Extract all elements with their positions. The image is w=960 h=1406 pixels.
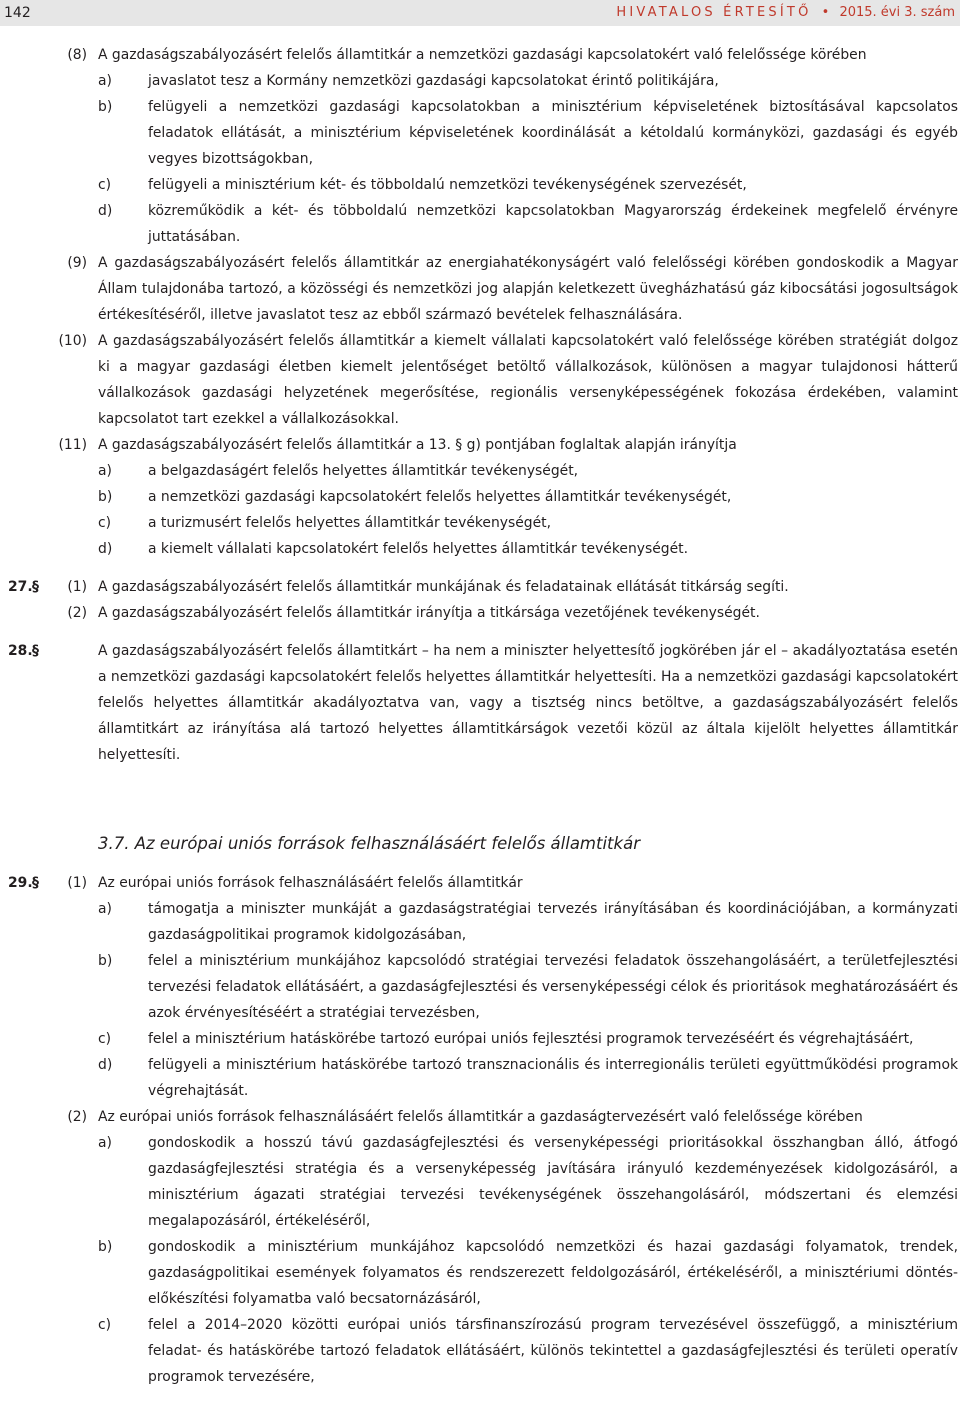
item-text: gondoskodik a hosszú távú gazdaságfejlesztési és versenyképességi prioritásokkal összhangban álló, átfogó gazdaságfejlesztési stratégia és a versenyképesség javítására irányuló kezdeményezések kidolgozásáról, a minisztérium ágazati stratégiai tervezési tevékenységének összehangolásáról, módszertani és elemzési megalapozásáról, értékeléséről,	[148, 1135, 958, 1229]
page-header	[0, 0, 960, 26]
item-text: felügyeli a nemzetközi gazdasági kapcsolatokban a minisztérium képviseletének biztosításával kapcsolatos feladatok ellátását, a minisztérium képviseletének koordinálását a kétoldalú kormányközi, gazdasági és egyéb vegyes bizottságokban,	[148, 99, 958, 167]
paragraph-text: A gazdaságszabályozásért felelős államtitkár a kiemelt vállalati kapcsolatokért való felelőssége körében stratégiát dolgoz ki a magyar gazdasági életben kiemelt jelentőséget betöltő vállalkozások, különösen a magyar tulajdonosi hátterű vállalkozások gazdasági helyzetének megerősítése, regionális versenyképességének fokozása érdekében, valamint kapcsolatot tart ezekkel a vállalkozásokkal.	[98, 333, 958, 427]
paragraph-number: (1)	[67, 579, 87, 595]
paragraph	[0, 432, 960, 458]
item-letter: d)	[98, 1057, 113, 1073]
item-text: felügyeli a minisztérium hatáskörébe tartozó transznacionális és interregionális területi együttműködési programok végrehajtását.	[148, 1057, 958, 1099]
section-sign: §	[32, 643, 39, 659]
item-letter: a)	[98, 463, 112, 479]
item-text: gondoskodik a minisztérium munkájához kapcsolódó nemzetközi és hazai gazdasági folyamatok, trendek, gazdaságpolitikai események folyamatos és rendszerezett feldolgozásáról, értékeléséről, a minisztériumi döntés-előkészítési folyamatba való becsatornázásáról,	[148, 1239, 958, 1307]
paragraph-number: (1)	[67, 875, 87, 891]
paragraph-text: Az európai uniós források felhasználásáért felelős államtitkár	[98, 875, 523, 891]
paragraph-number: (10)	[58, 333, 87, 349]
issue-number: 2015. évi 3. szám	[839, 5, 955, 20]
paragraph	[0, 1104, 960, 1130]
list-item	[0, 458, 960, 484]
list-item	[0, 172, 960, 198]
paragraph-text: Az európai uniós források felhasználásáért felelős államtitkár a gazdaságtervezésért való felelőssége körében	[98, 1109, 863, 1125]
list-item	[0, 510, 960, 536]
item-letter: c)	[98, 177, 112, 193]
item-text: felügyeli a minisztérium két- és többoldalú nemzetközi tevékenységének szervezését,	[148, 177, 747, 193]
section-heading: 3.7. Az európai uniós források felhasználásáért felelős államtitkár	[98, 834, 640, 853]
list-item	[0, 484, 960, 510]
paragraph	[0, 250, 960, 328]
item-letter: b)	[98, 99, 113, 115]
item-letter: d)	[98, 203, 113, 219]
item-letter: a)	[98, 73, 112, 89]
list-item	[0, 1026, 960, 1052]
item-letter: a)	[98, 901, 112, 917]
item-letter: b)	[98, 1239, 113, 1255]
list-item	[0, 68, 960, 94]
list-item	[0, 536, 960, 562]
item-text: támogatja a miniszter munkáját a gazdaságstratégiai tervezés irányításában és koordinációjában, a kormányzati gazdaságpolitikai programok kidolgozásában,	[148, 901, 958, 943]
paragraph	[0, 42, 960, 68]
list-item	[0, 948, 960, 1026]
paragraph-number: (9)	[67, 255, 87, 271]
page-number: 142	[4, 5, 31, 21]
spacer	[0, 768, 960, 830]
item-letter: b)	[98, 953, 113, 969]
paragraph-text: A gazdaságszabályozásért felelős államtitkár irányítja a titkársága vezetőjének tevékenységét.	[98, 605, 760, 621]
item-text: javaslatot tesz a Kormány nemzetközi gazdasági kapcsolatokat érintő politikájára,	[148, 73, 719, 89]
paragraph	[0, 600, 960, 626]
list-item	[0, 896, 960, 948]
section-number: 28.	[8, 643, 33, 659]
header-bullet: •	[821, 5, 830, 20]
section-paragraph	[0, 574, 960, 600]
paragraph-text: A gazdaságszabályozásért felelős államtitkárt – ha nem a miniszter helyettesítő jogkörében jár el – akadályoztatása esetén a nemzetközi gazdasági kapcsolatokért felelős helyettes államtitkár helyettesíti. Ha a nemzetközi gazdasági kapcsolatokért felelős helyettes államtitkár akadályoztatva van, vagy a tisztség nincs betöltve, a gazdaságszabályozásért felelős államtitkárt az irányítása alá tartozó helyettes államtitkárságok vezetői közül az általa kijelölt helyettes államtitkár helyettesíti.	[98, 643, 958, 763]
section-sign: §	[32, 875, 39, 891]
paragraph	[0, 328, 960, 432]
spacer	[0, 858, 960, 870]
section-paragraph	[0, 870, 960, 896]
item-text: felel a minisztérium hatáskörébe tartozó európai uniós fejlesztési programok tervezéséért és végrehajtásáért,	[148, 1031, 914, 1047]
list-item	[0, 198, 960, 250]
spacer	[0, 626, 960, 638]
journal-header	[616, 1, 955, 25]
section-paragraph	[0, 638, 960, 768]
paragraph-text: A gazdaságszabályozásért felelős államtitkár munkájának és feladatainak ellátását titkárság segíti.	[98, 579, 789, 595]
section-number: 27.	[8, 579, 33, 595]
item-text: felel a 2014–2020 közötti európai uniós társfinanszírozású program tervezésével összefüggő, a minisztérium feladat- és hatáskörébe tartozó feladatok ellátásáért, különös tekintettel a gazdaságfejlesztési és területi operatív programok tervezésére,	[148, 1317, 958, 1385]
paragraph-number: (11)	[58, 437, 87, 453]
item-letter: d)	[98, 541, 113, 557]
section-sign: §	[32, 579, 39, 595]
list-item	[0, 1130, 960, 1234]
section-number: 29.	[8, 875, 33, 891]
paragraph-text: A gazdaságszabályozásért felelős államtitkár a 13. § g) pontjában foglaltak alapján irányítja	[98, 437, 737, 453]
spacer	[0, 562, 960, 574]
item-letter: b)	[98, 489, 113, 505]
list-item	[0, 1312, 960, 1390]
paragraph-number: (2)	[67, 1109, 87, 1125]
journal-title: HIVATALOS ÉRTESÍTŐ	[616, 5, 812, 20]
item-text: közreműködik a két- és többoldalú nemzetközi kapcsolatokban Magyarország érdekeinek megfelelő érvényre juttatásában.	[148, 203, 958, 245]
item-letter: a)	[98, 1135, 112, 1151]
item-letter: c)	[98, 1317, 112, 1333]
paragraph-number: (2)	[67, 605, 87, 621]
item-text: a turizmusért felelős helyettes államtitkár tevékenységét,	[148, 515, 551, 531]
item-letter: c)	[98, 1031, 112, 1047]
item-text: a belgazdaságért felelős helyettes államtitkár tevékenységét,	[148, 463, 579, 479]
paragraph-text: A gazdaságszabályozásért felelős államtitkár a nemzetközi gazdasági kapcsolatokért való felelőssége körében	[98, 47, 867, 63]
item-letter: c)	[98, 515, 112, 531]
list-item	[0, 1052, 960, 1104]
list-item	[0, 94, 960, 172]
paragraph-number: (8)	[67, 47, 87, 63]
item-text: felel a minisztérium munkájához kapcsolódó stratégiai tervezési feladatok összehangolásáért, a területfejlesztési tervezési feladatok ellátásáért, a gazdaságfejlesztési és versenyképességi célok és prioritások meghatározásáért és azok érvényesítéséért a stratégiai tervezésben,	[148, 953, 958, 1021]
list-item	[0, 1234, 960, 1312]
document-body	[0, 42, 960, 1390]
item-text: a kiemelt vállalati kapcsolatokért felelős helyettes államtitkár tevékenységét.	[148, 541, 688, 557]
paragraph-text: A gazdaságszabályozásért felelős államtitkár az energiahatékonyságért való felelősségi körében gondoskodik a Magyar Állam tulajdonába tartozó, a közösségi és nemzetközi jog alapján keletkezett üvegházhatású gáz kibocsátási jogosultságok értékesítéséről, illetve javaslatot tesz az ebből származó bevételek felhasználására.	[98, 255, 958, 323]
item-text: a nemzetközi gazdasági kapcsolatokért felelős helyettes államtitkár tevékenységét,	[148, 489, 732, 505]
